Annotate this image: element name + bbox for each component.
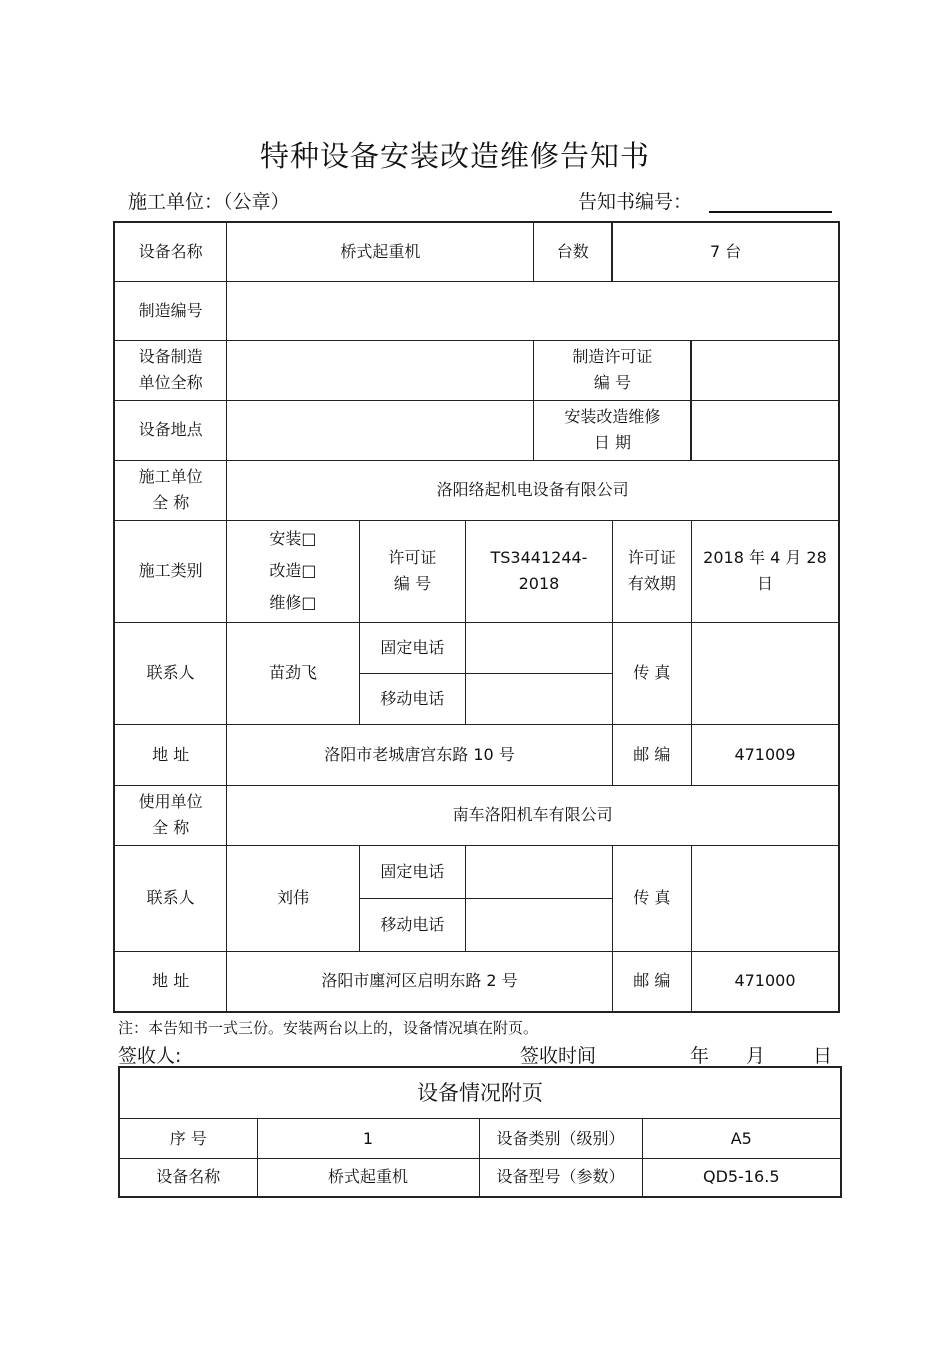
- mfg-no-value[interactable]: [227, 281, 839, 340]
- checkbox-repair[interactable]: 维修□: [269, 593, 317, 612]
- install-date-value[interactable]: [691, 400, 839, 460]
- annex-title: 设备情况附页: [119, 1067, 841, 1119]
- mobile2-value[interactable]: [466, 898, 612, 951]
- contractor-value[interactable]: 洛阳络起机电设备有限公司: [227, 460, 839, 520]
- license-valid-value[interactable]: 2018 年 4 月 28 日: [691, 520, 839, 622]
- user-unit-value[interactable]: 南车洛阳机车有限公司: [227, 785, 839, 845]
- annex-table: [118, 1066, 842, 1198]
- annex-name-label: 设备名称: [119, 1159, 257, 1197]
- landline1-value[interactable]: [466, 622, 612, 673]
- address2-value[interactable]: 洛阳市廛河区启明东路 2 号: [227, 951, 612, 1012]
- contact2-label: 联系人: [114, 845, 227, 951]
- user-unit-label: 使用单位 全 称: [114, 785, 227, 845]
- mfg-unit-label: 设备制造 单位全称: [114, 340, 227, 400]
- annex-seq-label: 序 号: [119, 1119, 257, 1159]
- equip-name-value[interactable]: 桥式起重机: [227, 222, 534, 281]
- annex-model-value[interactable]: QD5-16.5: [642, 1159, 841, 1197]
- fax2-value[interactable]: [691, 845, 839, 951]
- license-no-label: 许可证 编 号: [359, 520, 466, 622]
- postcode2-label: 邮 编: [612, 951, 691, 1012]
- license-no-value[interactable]: TS3441244-2018: [466, 520, 612, 622]
- month-label: 月: [746, 1045, 766, 1067]
- landline1-label: 固定电话: [359, 622, 466, 673]
- contractor-label: 施工单位 全 称: [114, 460, 227, 520]
- install-date-label: 安装改造维修 日 期: [534, 400, 692, 460]
- mobile2-label: 移动电话: [359, 898, 466, 951]
- receive-time-label: 签收时间: [520, 1045, 597, 1067]
- notice-number-field[interactable]: [709, 211, 832, 213]
- checkbox-install[interactable]: 安装□: [269, 529, 317, 548]
- mfg-unit-value[interactable]: [227, 340, 534, 400]
- work-type-options: [227, 520, 359, 622]
- equip-name-label: 设备名称: [114, 222, 227, 281]
- annex-model-label: 设备型号（参数）: [479, 1159, 642, 1197]
- postcode1-label: 邮 编: [612, 724, 691, 785]
- footnote: 注：本告知书一式三份。安装两台以上的，设备情况填在附页。: [118, 1019, 539, 1037]
- contact2-value[interactable]: 刘伟: [227, 845, 359, 951]
- mobile1-value[interactable]: [466, 673, 612, 724]
- construction-unit-label: 施工单位：（公章）: [128, 191, 290, 213]
- document-title: 特种设备安装改造维修告知书: [259, 139, 650, 173]
- annex-seq-value[interactable]: 1: [257, 1119, 479, 1159]
- address1-value[interactable]: 洛阳市老城唐宫东路 10 号: [227, 724, 612, 785]
- annex-category-label: 设备类别（级别）: [479, 1119, 642, 1159]
- notice-form-table: [113, 221, 840, 1013]
- contact1-label: 联系人: [114, 622, 227, 724]
- license-valid-label: 许可证 有效期: [612, 520, 691, 622]
- year-label: 年: [690, 1045, 710, 1067]
- location-label: 设备地点: [114, 400, 227, 460]
- contact1-value[interactable]: 苗劲飞: [227, 622, 359, 724]
- mfg-no-label: 制造编号: [114, 281, 227, 340]
- mfg-license-label: 制造许可证 编 号: [534, 340, 692, 400]
- postcode1-value[interactable]: 471009: [691, 724, 839, 785]
- landline2-value[interactable]: [466, 845, 612, 898]
- fax1-value[interactable]: [691, 622, 839, 724]
- notice-number-label: 告知书编号：: [578, 191, 693, 213]
- work-type-label: 施工类别: [114, 520, 227, 622]
- postcode2-value[interactable]: 471000: [691, 951, 839, 1012]
- count-label: 台数: [534, 222, 612, 281]
- address1-label: 地 址: [114, 724, 227, 785]
- fax1-label: 传 真: [612, 622, 691, 724]
- mfg-license-value[interactable]: [691, 340, 839, 400]
- annex-category-value[interactable]: A5: [642, 1119, 841, 1159]
- receiver-label: 签收人:: [118, 1045, 182, 1067]
- landline2-label: 固定电话: [359, 845, 466, 898]
- day-label: 日: [813, 1045, 833, 1067]
- mobile1-label: 移动电话: [359, 673, 466, 724]
- location-value[interactable]: [227, 400, 534, 460]
- checkbox-modify[interactable]: 改造□: [269, 561, 317, 580]
- fax2-label: 传 真: [612, 845, 691, 951]
- address2-label: 地 址: [114, 951, 227, 1012]
- count-value[interactable]: 7 台: [612, 222, 839, 281]
- annex-name-value[interactable]: 桥式起重机: [257, 1159, 479, 1197]
